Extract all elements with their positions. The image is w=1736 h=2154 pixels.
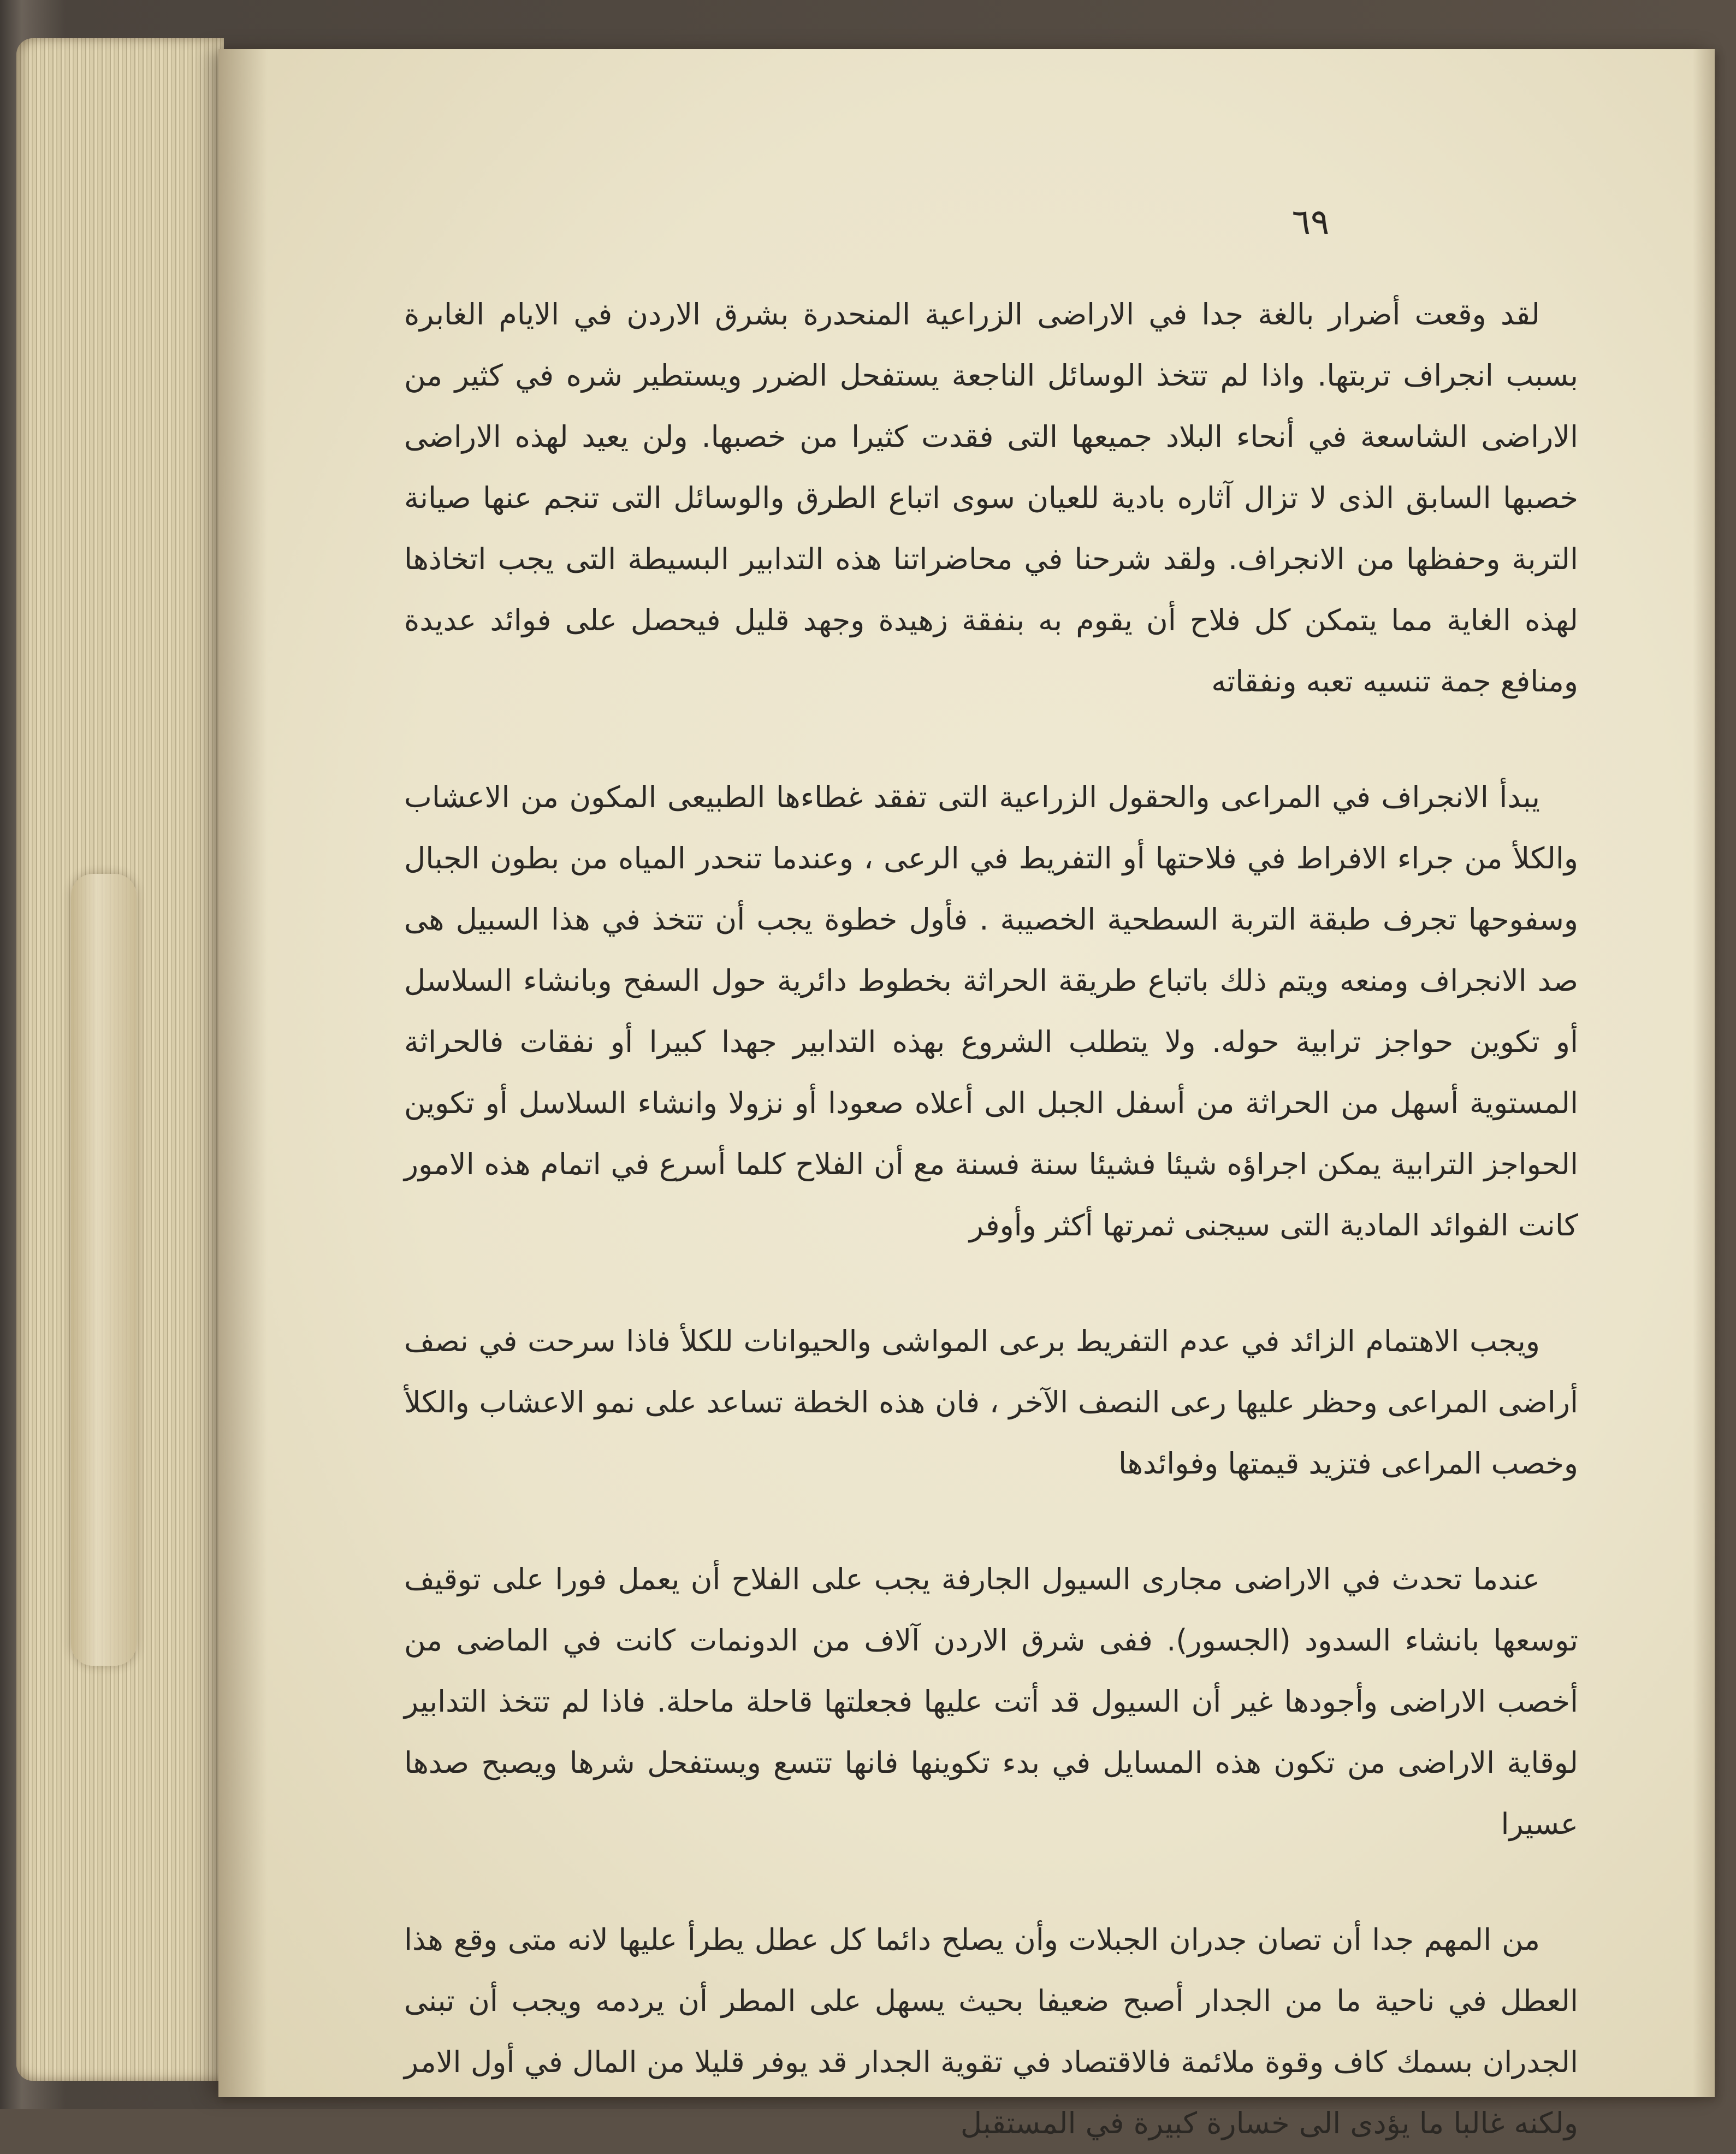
torn-page-edge: [71, 874, 137, 1666]
paragraph-4: عندما تحدث في الاراضى مجارى السيول الجارفة يجب على الفلاح أن يعمل فورا على توقيف توسعها بانشاء السدود (الجسور). ففى شرق الاردن آلاف من الدونمات كانت في الماضى من أخصب الاراضى وأجودها غير أن السيول قد أتت عليها فجعلتها قاحلة ماحلة. فاذا لم تتخذ التدابير لوقاية الاراضى من تكون هذه المسايل في بدء تكوينها فانها تتسع ويستفحل شرها ويصبح صدها عسيرا: [404, 1562, 1578, 1841]
page-gutter-shadow: [218, 49, 268, 2097]
page-right-edge: [1693, 49, 1715, 2097]
page-number: ٦٩: [1291, 202, 1330, 242]
paragraph-1: لقد وقعت أضرار بالغة جدا في الاراضى الزراعية المنحدرة بشرق الاردن في الايام الغابرة بسبب انجراف تربتها. واذا لم تتخذ الوسائل الناجعة يستفحل الضرر ويستطير شره في كثير من الاراضى الشاسعة في أنحاء البلاد جميعها التى فقدت كثيرا من خصبها. ولن يعيد لهذه الاراضى خصبها السابق الذى لا تزال آثاره بادية للعيان سوى اتباع الطرق والوسائل التى تنجم عنها صيانة التربة وحفظها من الانجراف. ولقد شرحنا في محاضراتنا هذه التدابير البسيطة التى يجب اتخاذها لهذه الغاية مما يتمكن كل فلاح أن يقوم به بنفقة زهيدة وجهد قليل فيحصل على فوائد عديدة ومنافع جمة تنسيه تعبه ونفقاته: [404, 297, 1578, 699]
body-text: [404, 284, 1578, 2154]
paragraph-2: يبدأ الانجراف في المراعى والحقول الزراعية التى تفقد غطاءها الطبيعى المكون من الاعشاب والكلأ من جراء الافراط في فلاحتها أو التفريط في الرعى ، وعندما تنحدر المياه من بطون الجبال وسفوحها تجرف طبقة التربة السطحية الخصيبة . فأول خطوة يجب أن تتخذ في هذا السبيل هى صد الانجراف ومنعه ويتم ذلك باتباع طريقة الحراثة بخطوط دائرية حول السفح وبانشاء السلاسل أو تكوين حواجز ترابية حوله. ولا يتطلب الشروع بهذه التدابير جهدا كبيرا أو نفقات فالحراثة المستوية أسهل من الحراثة من أسفل الجبل الى أعلاه صعودا أو نزولا وانشاء السلاسل أو تكوين الحواجز الترابية يمكن اجراؤه شيئا فشيئا سنة فسنة مع أن الفلاح كلما أسرع في اتمام هذه الامور كانت الفوائد المادية التى سيجنى ثمرتها أكثر وأوفر: [404, 780, 1578, 1242]
paragraph-5: من المهم جدا أن تصان جدران الجبلات وأن يصلح دائما كل عطل يطرأ عليها لانه متى وقع هذا العطل في ناحية ما من الجدار أصبح ضعيفا بحيث يسهل على المطر أن يردمه ويجب أن تبنى الجدران بسمك كاف وقوة ملائمة فالاقتصاد في تقوية الجدار قد يوفر قليلا من المال في أول الامر ولكنه غالبا ما يؤدى الى خسارة كبيرة في المستقبل: [404, 1922, 1578, 2140]
paragraph-3: ويجب الاهتمام الزائد في عدم التفريط برعى المواشى والحيوانات للكلأ فاذا سرحت في نصف أراضى المراعى وحظر عليها رعى النصف الآخر ، فان هذه الخطة تساعد على نمو الاعشاب والكلأ وخصب المراعى فتزيد قيمتها وفوائدها: [404, 1324, 1578, 1481]
book-page: [218, 49, 1715, 2140]
